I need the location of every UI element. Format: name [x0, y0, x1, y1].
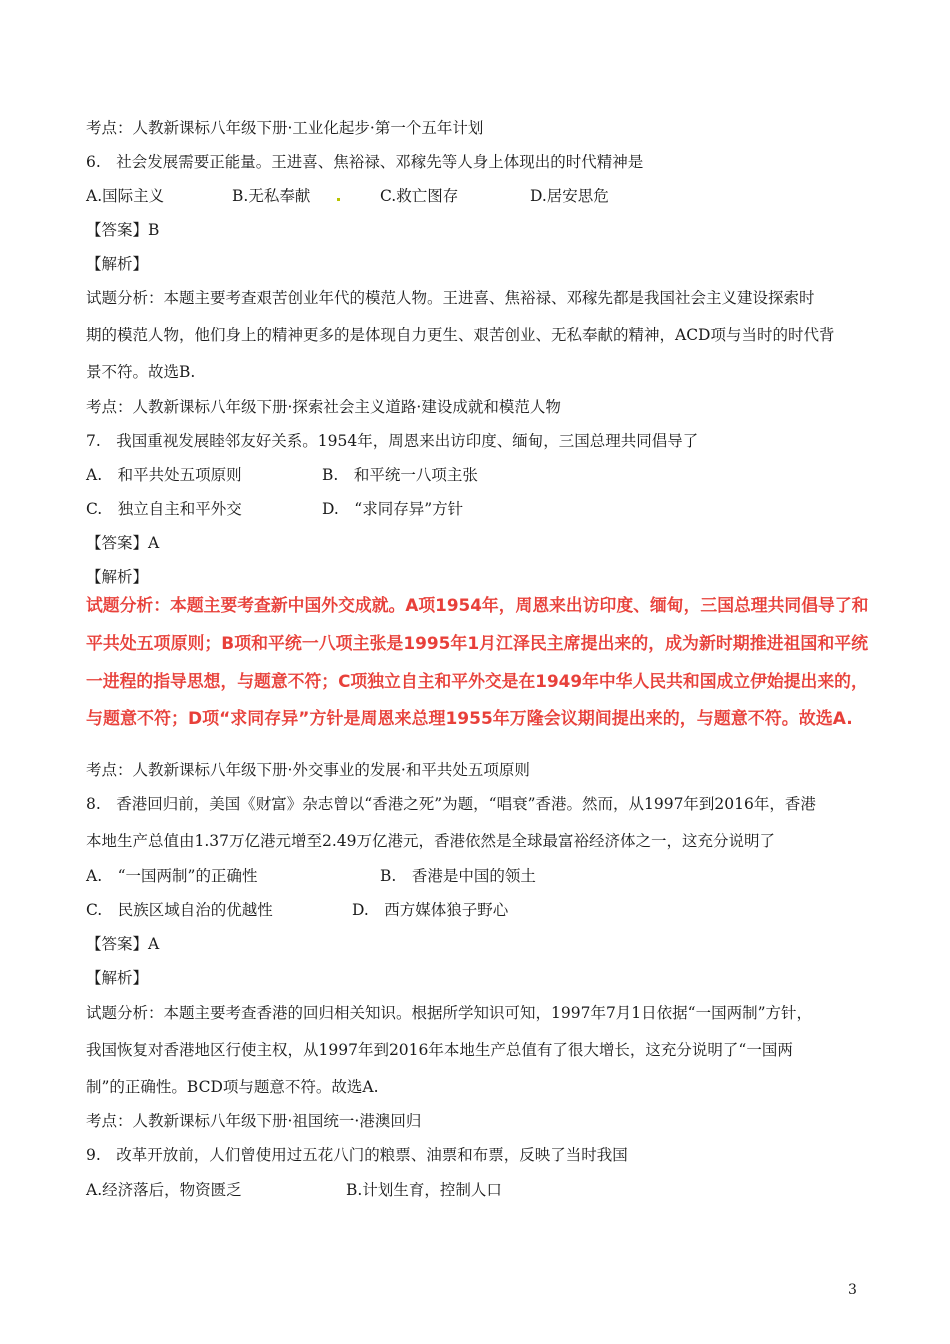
q8-analysis-line: 我国恢复对香港地区行使主权，从1997年到2016年本地生产总值有了很大增长，这充分说明了“一国两 [86, 1041, 793, 1059]
q7-analysis-line: 一进程的指导思想，与题意不符；C项独立自主和平外交是在1949年中华人民共和国成立伊始提出来的， [86, 672, 868, 692]
q7-analysis-line: 与题意不符；D项“求同存异”方针是周恩来总理1955年万隆会议期间提出来的，与题意不符。故选A. [86, 709, 853, 729]
q8-option-a: A. “一国两制”的正确性 [86, 867, 258, 885]
page-number: 3 [848, 1282, 857, 1298]
q7-answer: 【答案】A [86, 534, 160, 552]
q6-answer: 【答案】B [86, 221, 160, 239]
q6-option-a: A.国际主义 [86, 187, 165, 205]
q7-option-b: B. 和平统一八项主张 [322, 466, 478, 484]
q8-analysis-line: 试题分析：本题主要考查香港的回归相关知识。根据所学知识可知，1997年7月1日依据“一国两制”方针， [86, 1004, 813, 1022]
q6-option-b: B.无私奉献 [232, 187, 311, 205]
q8-question-line: 8. 香港回归前，美国《财富》杂志曾以“香港之死”为题，“唱衰”香港。然而，从1997年到2016年，香港 [86, 795, 816, 813]
q8-question-line: 本地生产总值由1.37万亿港元增至2.49万亿港元，香港依然是全球最富裕经济体之一，这充分说明了 [86, 832, 776, 850]
q7-option-a: A. 和平共处五项原则 [86, 466, 242, 484]
q7-analysis-line: 试题分析：本题主要考查新中国外交成就。A项1954年，周恩来出访印度、缅甸，三国总理共同倡导了和 [86, 596, 869, 616]
q7-question: 7. 我国重视发展睦邻友好关系。1954年，周恩来出访印度、缅甸，三国总理共同倡导了 [86, 432, 699, 450]
q6-option-c: C.救亡图存 [380, 187, 459, 205]
q8-option-c: C. 民族区域自治的优越性 [86, 901, 273, 919]
q9-option-b: B.计划生育，控制人口 [346, 1181, 502, 1199]
q7-analysis-line: 平共处五项原则；B项和平统一八项主张是1995年1月江泽民主席提出来的，成为新时期推进祖国和平统 [86, 634, 869, 654]
q8-option-b: B. 香港是中国的领土 [380, 867, 536, 885]
q5-kaodian: 考点：人教新课标八年级下册·工业化起步·第一个五年计划 [86, 119, 484, 137]
q9-option-a: A.经济落后，物资匮乏 [86, 1181, 242, 1199]
q6-jiexi-label: 【解析】 [86, 255, 149, 273]
q8-option-d: D. 西方媒体狼子野心 [352, 901, 509, 919]
q8-kaodian: 考点：人教新课标八年级下册·祖国统一·港澳回归 [86, 1112, 422, 1130]
q6-question: 6. 社会发展需要正能量。王进喜、焦裕禄、邓稼先等人身上体现出的时代精神是 [86, 153, 644, 171]
q8-answer: 【答案】A [86, 935, 160, 953]
q7-option-c: C. 独立自主和平外交 [86, 500, 242, 518]
q9-question: 9. 改革开放前，人们曾使用过五花八门的粮票、油票和布票，反映了当时我国 [86, 1146, 628, 1164]
stray-dot-mark [337, 198, 340, 201]
q6-option-d: D.居安思危 [530, 187, 609, 205]
q7-kaodian: 考点：人教新课标八年级下册·外交事业的发展·和平共处五项原则 [86, 761, 530, 779]
q8-jiexi-label: 【解析】 [86, 969, 149, 987]
q6-analysis-line: 试题分析：本题主要考查艰苦创业年代的模范人物。王进喜、焦裕禄、邓稼先都是我国社会主义建设探索时 [86, 289, 815, 307]
q6-analysis-line: 期的模范人物，他们身上的精神更多的是体现自力更生、艰苦创业、无私奉献的精神，ACD项与当时的时代背 [86, 326, 835, 344]
q7-jiexi-label: 【解析】 [86, 568, 149, 586]
q6-kaodian: 考点：人教新课标八年级下册·探索社会主义道路·建设成就和模范人物 [86, 398, 561, 416]
q7-option-d: D. “求同存异”方针 [322, 500, 464, 518]
q6-analysis-line: 景不符。故选B. [86, 363, 196, 381]
q8-analysis-line: 制”的正确性。BCD项与题意不符。故选A. [86, 1078, 379, 1096]
